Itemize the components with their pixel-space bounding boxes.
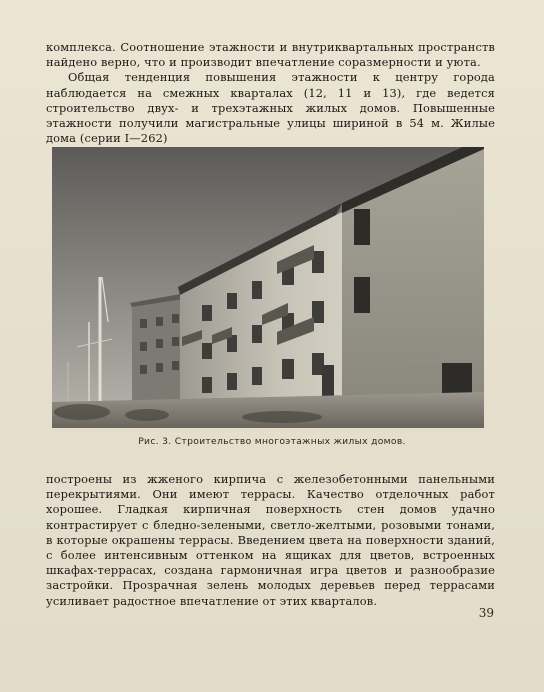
figure-caption: Рис. 3. Строительство многоэтажных жилых домов. bbox=[138, 436, 406, 447]
page-number: 39 bbox=[478, 606, 494, 620]
bottom-text-block bbox=[46, 472, 495, 609]
paragraph-height-trend: Общая тенденция повышения этажности к центру города наблюдается на смежных кварталах (12, 11 и 13), где ведется строительство двух- и трехэтажных жилых домов. Повышенные этажности получили магистральные улицы шириной в 54 м. Жилые дома (серии I—262) bbox=[46, 70, 495, 146]
figure-photo-apartment-buildings bbox=[52, 147, 484, 428]
paragraph-construction-details: построены из жженого кирпича с железобетонными панельными перекрытиями. Они имеют террасы. Качество отделочных работ хорошее. Гладкая кирпичная поверхность стен домов удачно контрастирует с бледно-зелеными, светло-желтыми, розовыми тонами, в которые окрашены террасы. Введением цвета на поверхности зданий, с более интенсивным оттенком на ящиках для цветов, встроенных шкафах-террасах, создана гармоничная игра цветов и разнообразие застройки. Прозрачная зелень молодых деревьев перед террасами усиливает радостное впечатление от этих кварталов. bbox=[46, 472, 495, 608]
top-text-block bbox=[46, 40, 495, 146]
construction-photo-illustration bbox=[52, 147, 484, 428]
paragraph-continuation: комплекса. Соотношение этажности и внутриквартальных пространств найдено верно, что и производит впечатление соразмерности и уюта. bbox=[46, 40, 495, 70]
